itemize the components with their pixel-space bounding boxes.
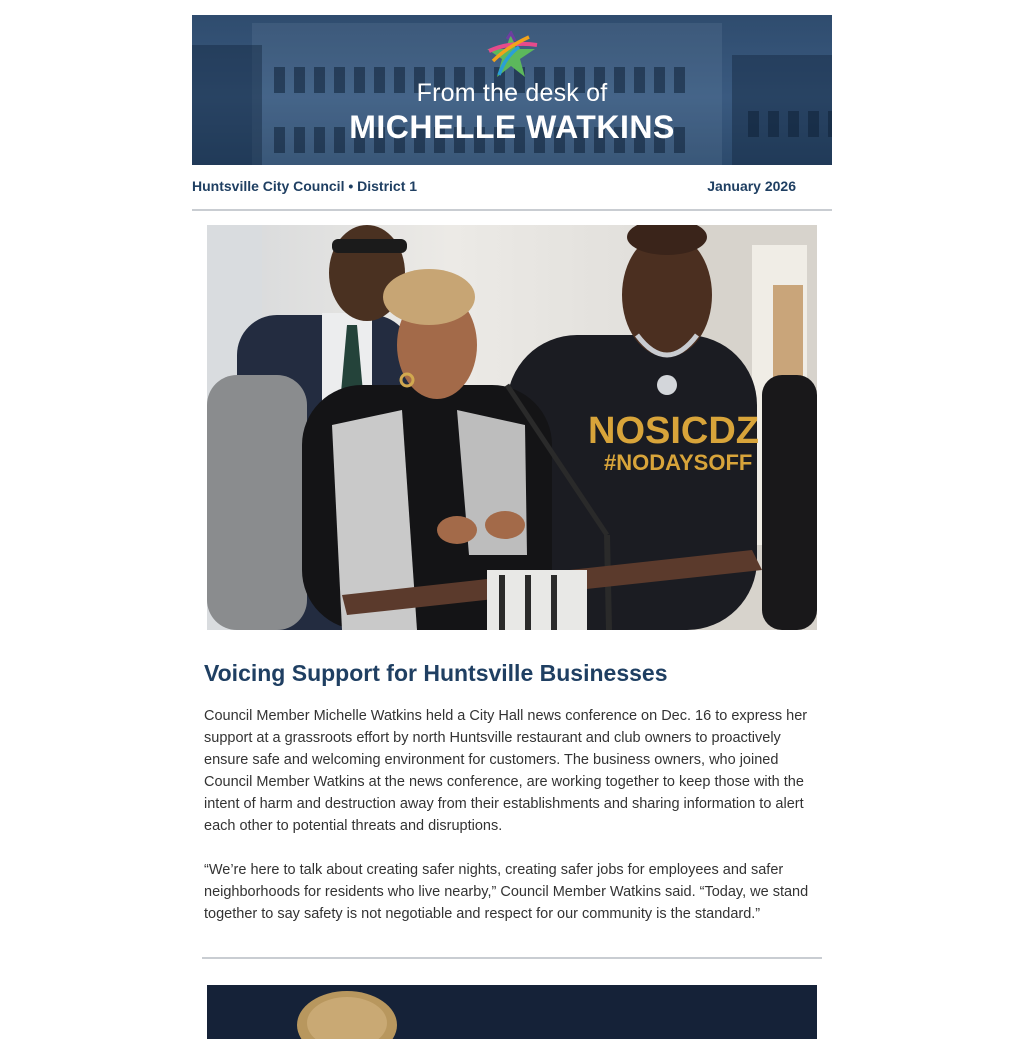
article-headline: Voicing Support for Huntsville Businesses bbox=[204, 660, 668, 686]
meta-row bbox=[192, 165, 832, 211]
banner-title: MICHELLE WATKINS bbox=[349, 109, 675, 145]
issue-date: January 2026 bbox=[707, 178, 796, 194]
header-banner bbox=[192, 15, 832, 165]
hoodie-print-line1: NOSICDZ bbox=[588, 410, 759, 452]
article-paragraph-1: Council Member Michelle Watkins held a City Hall news conference on Dec. 16 to express her support at a grassroots effort by north Huntsville restaurant and club owners to proactively ensure safe and welcoming environment for customers. The business owners, who joined Council Member Watkins at the news conference, are working together to keep those with the intent of harm and destruction away from their establishments and sharing information to alert each other to potential threats and disruptions. bbox=[204, 708, 808, 834]
banner-subtitle: From the desk of bbox=[416, 79, 608, 107]
council-district-label: Huntsville City Council • District 1 bbox=[192, 178, 418, 194]
article-paragraph-2: “We’re here to talk about creating safer nights, creating safer jobs for employees and safer neighborhoods for residents who live nearby,” Council Member Watkins said. “Today, we stand together to say safety is not negotiable and respect for our community is the standard.” bbox=[204, 862, 809, 922]
newsletter bbox=[192, 15, 832, 922]
hoodie-print-line2: #NODAYSOFF bbox=[604, 450, 753, 475]
section-divider bbox=[202, 957, 822, 959]
news-conference-photo bbox=[207, 225, 817, 630]
next-article-photo bbox=[207, 985, 817, 1039]
star-logo-icon bbox=[485, 31, 541, 81]
